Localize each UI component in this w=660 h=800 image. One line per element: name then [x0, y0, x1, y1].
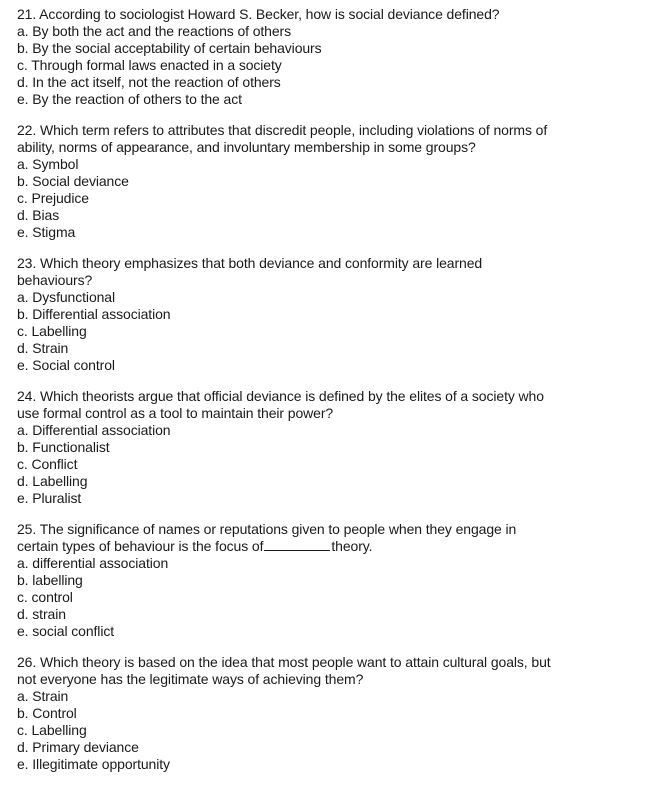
- answer-option: c. Prejudice: [17, 190, 89, 206]
- quiz-page: [17, 6, 647, 787]
- question-26: [17, 654, 647, 773]
- question-21: [17, 6, 647, 108]
- question-stem: not everyone has the legitimate ways of achieving them?: [17, 671, 364, 687]
- answer-option: d. Labelling: [17, 473, 88, 489]
- answer-option: b. Differential association: [17, 306, 171, 322]
- fill-in-blank: [264, 538, 330, 551]
- answer-option: c. Conflict: [17, 456, 78, 472]
- answer-option: e. By the reaction of others to the act: [17, 91, 242, 107]
- question-stem: 21. According to sociologist Howard S. Becker, how is social deviance defined?: [17, 6, 500, 22]
- answer-option: c. Labelling: [17, 722, 87, 738]
- answer-option: b. labelling: [17, 572, 83, 588]
- question-stem-part: theory.: [331, 538, 373, 554]
- answer-option: a. Dysfunctional: [17, 289, 116, 305]
- answer-option: e. Stigma: [17, 224, 76, 240]
- question-stem: 26. Which theory is based on the idea that most people want to attain cultural goals, but: [17, 654, 551, 670]
- answer-option: d. strain: [17, 606, 66, 622]
- answer-option: b. By the social acceptability of certain behaviours: [17, 40, 322, 56]
- question-24: [17, 388, 647, 507]
- question-25: [17, 521, 647, 640]
- question-22: [17, 122, 647, 241]
- answer-option: e. social conflict: [17, 623, 115, 639]
- question-stem: 24. Which theorists argue that official deviance is defined by the elites of a society who: [17, 388, 544, 404]
- question-stem-with-blank: [17, 538, 647, 555]
- question-stem: use formal control as a tool to maintain their power?: [17, 405, 334, 421]
- question-stem: behaviours?: [17, 272, 93, 288]
- answer-option: e. Illegitimate opportunity: [17, 756, 170, 772]
- question-stem: ability, norms of appearance, and involuntary membership in some groups?: [17, 139, 476, 155]
- answer-option: a. By both the act and the reactions of others: [17, 23, 292, 39]
- answer-option: c. Labelling: [17, 323, 87, 339]
- answer-option: b. Social deviance: [17, 173, 129, 189]
- answer-option: a. differential association: [17, 555, 169, 571]
- answer-option: c. Through formal laws enacted in a society: [17, 57, 282, 73]
- answer-option: d. In the act itself, not the reaction of others: [17, 74, 281, 90]
- answer-option: a. Strain: [17, 688, 69, 704]
- question-stem: 25. The significance of names or reputations given to people when they engage in: [17, 521, 517, 537]
- answer-option: d. Strain: [17, 340, 69, 356]
- question-stem-part: certain types of behaviour is the focus of: [17, 538, 264, 554]
- answer-option: a. Differential association: [17, 422, 171, 438]
- answer-option: d. Bias: [17, 207, 60, 223]
- answer-option: a. Symbol: [17, 156, 79, 172]
- question-stem: 22. Which term refers to attributes that discredit people, including violations of norms of: [17, 122, 548, 138]
- answer-option: d. Primary deviance: [17, 739, 139, 755]
- answer-option: c. control: [17, 589, 73, 605]
- question-23: [17, 255, 647, 374]
- answer-option: e. Social control: [17, 357, 115, 373]
- answer-option: b. Functionalist: [17, 439, 110, 455]
- answer-option: e. Pluralist: [17, 490, 82, 506]
- answer-option: b. Control: [17, 705, 77, 721]
- question-stem: 23. Which theory emphasizes that both deviance and conformity are learned: [17, 255, 483, 271]
